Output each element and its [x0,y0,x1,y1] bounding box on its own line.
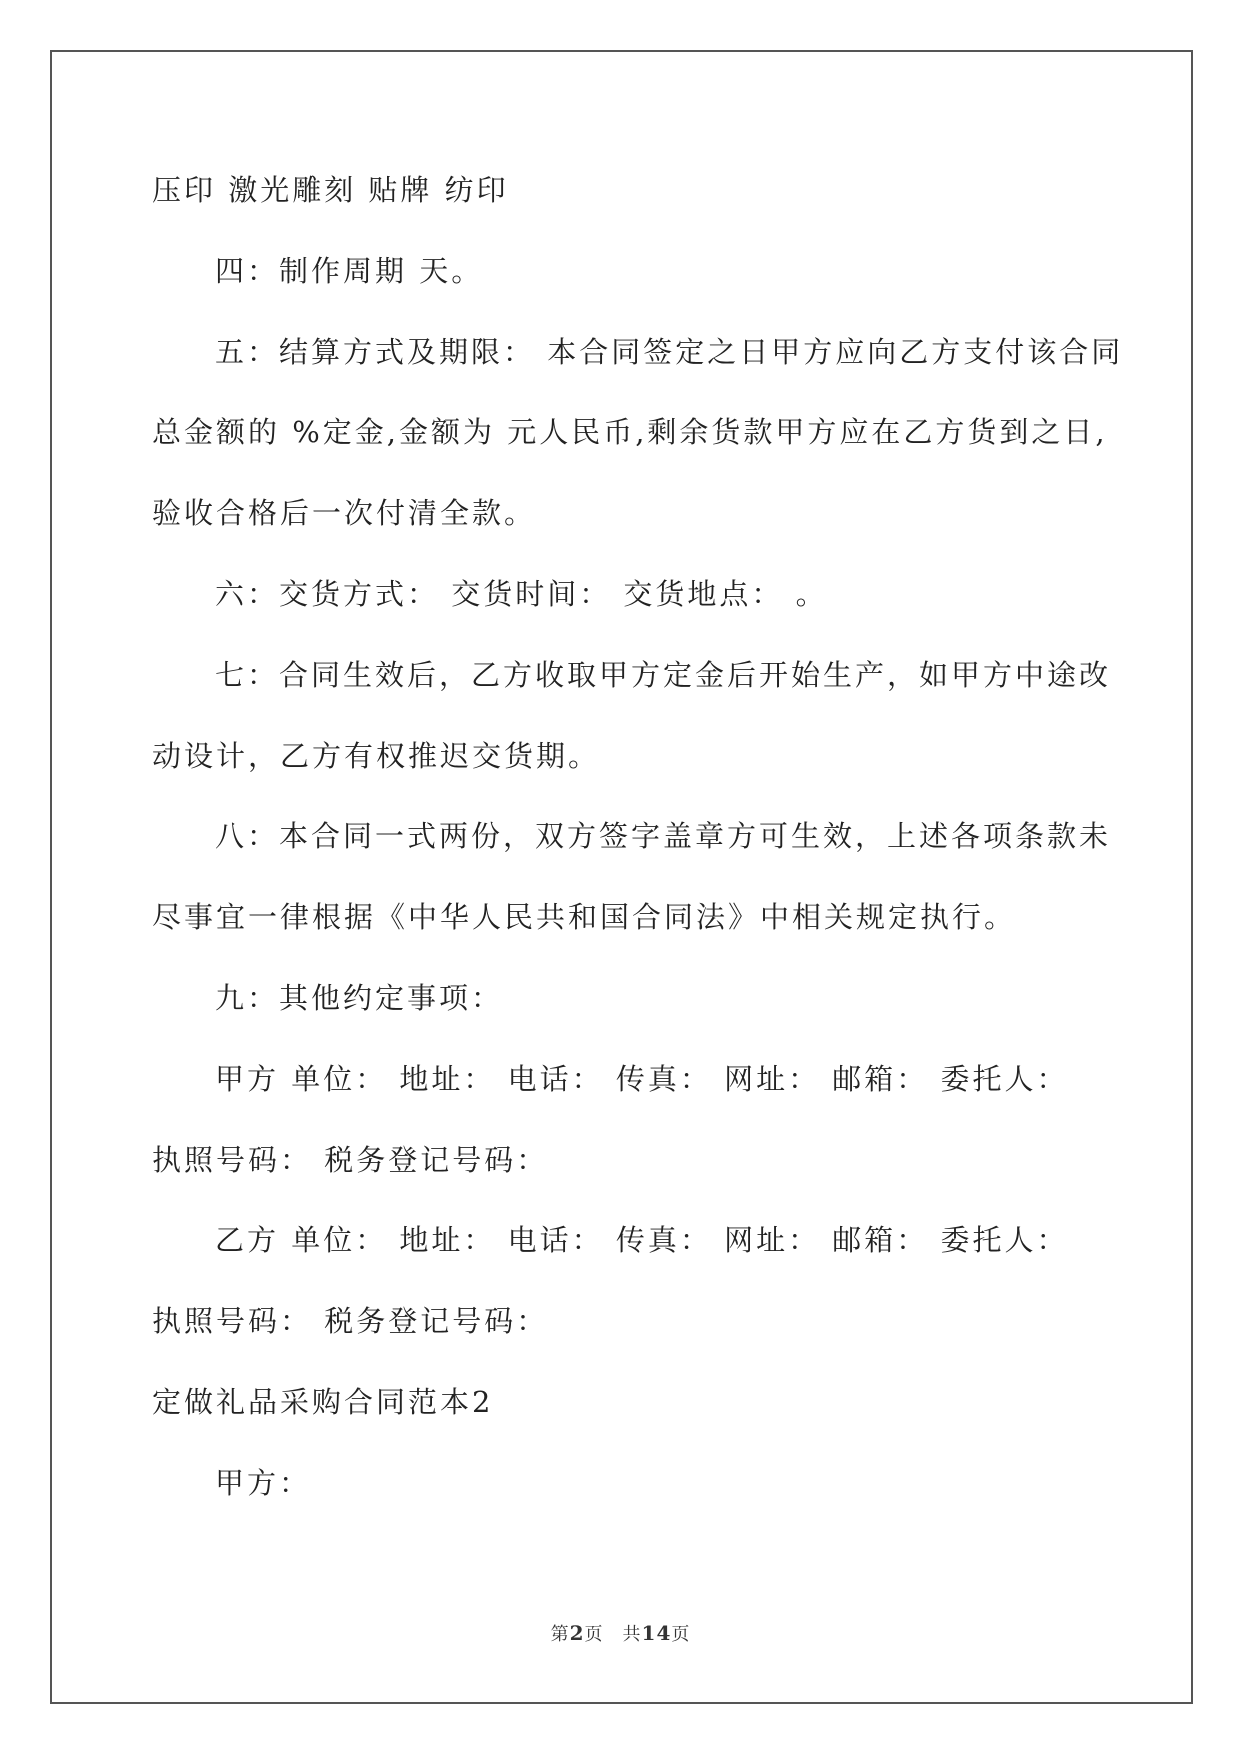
clause-6-line: 六：交货方式： 交货时间： 交货地点： 。 [215,577,828,611]
party-b-info-line-2: 执照号码： 税务登记号码： [152,1304,549,1338]
footer-total-pages: 14 [641,1621,672,1645]
footer-page-number: 2 [569,1621,585,1645]
footer-prefix: 第 [550,1624,570,1645]
clause-5-line-3: 验收合格后一次付清全款。 [152,496,537,530]
clause-8-line-2: 尽事宜一律根据《中华人民共和国合同法》中相关规定执行。 [152,900,1017,934]
page-footer [0,1620,1241,1646]
clause-5-line-2: 总金额的 %定金,金额为 元人民币,剩余货款甲方应在乙方货到之日, [152,415,1108,449]
clause-4-line: 四：制作周期 天。 [215,254,484,288]
text-line-1: 压印 激光雕刻 贴牌 纺印 [152,173,509,207]
clause-7-line-1: 七：合同生效后，乙方收取甲方定金后开始生产，如甲方中途改 [215,658,1112,692]
clause-5-line-1: 五：结算方式及期限： 本合同签定之日甲方应向乙方支付该合同 [215,335,1124,369]
clause-9-line: 九：其他约定事项： [215,981,504,1015]
party-a-info-line-2: 执照号码： 税务登记号码： [152,1143,549,1177]
party-a-label: 甲方： [215,1466,312,1500]
party-b-info-line-1: 乙方 单位： 地址： 电话： 传真： 网址： 邮箱： 委托人： [215,1223,1069,1257]
page-border [50,50,1193,1704]
footer-suffix: 页 [671,1624,691,1645]
party-a-info-line-1: 甲方 单位： 地址： 电话： 传真： 网址： 邮箱： 委托人： [215,1062,1069,1096]
clause-7-line-2: 动设计，乙方有权推迟交货期。 [152,739,601,773]
footer-middle: 页 共 [584,1624,642,1645]
clause-8-line-1: 八：本合同一式两份，双方签字盖章方可生效，上述各项条款未 [215,819,1112,853]
section-title-2: 定做礼品采购合同范本2 [152,1385,494,1419]
